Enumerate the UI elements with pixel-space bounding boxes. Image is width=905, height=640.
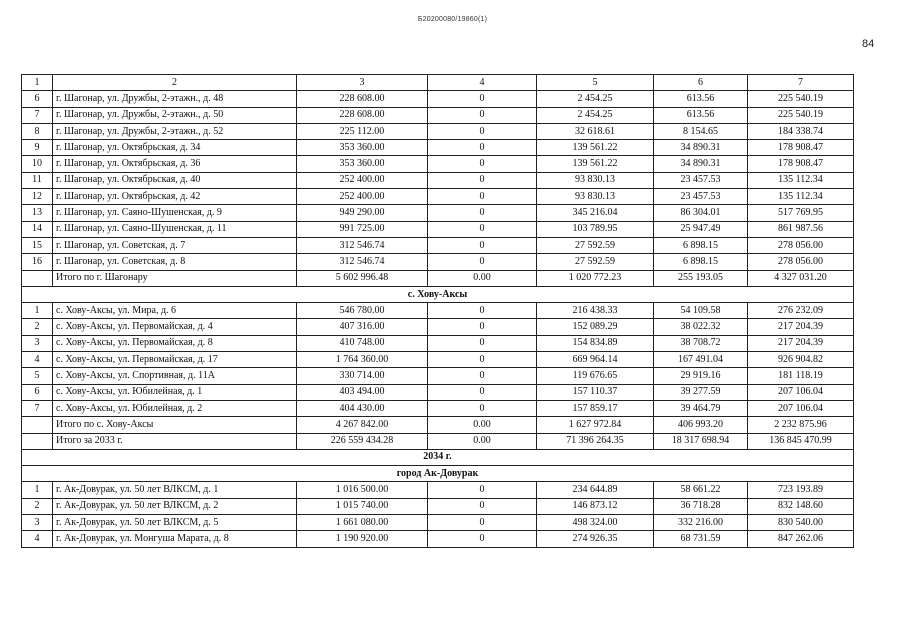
section-header-row [22, 466, 854, 482]
value-cell-4: 0 [428, 123, 537, 139]
row-number-cell: 13 [22, 205, 53, 221]
value-cell-3: 353 360.00 [297, 156, 428, 172]
row-number-cell: 4 [22, 531, 53, 547]
value-cell-5: 103 789.95 [537, 221, 654, 237]
value-cell-6: 29 919.16 [654, 368, 748, 384]
table-row [22, 107, 854, 123]
value-cell-7: 217 204.39 [748, 319, 854, 335]
value-cell-6: 613.56 [654, 91, 748, 107]
value-cell-7: 178 908.47 [748, 156, 854, 172]
table-row [22, 515, 854, 531]
value-cell-4: 0 [428, 189, 537, 205]
value-cell-5: 234 644.89 [537, 482, 654, 498]
address-cell: г. Шагонар, ул. Советская, д. 8 [53, 254, 297, 270]
value-cell-4: 0 [428, 221, 537, 237]
value-cell-5: 345 216.04 [537, 205, 654, 221]
value-cell-6: 6 898.15 [654, 254, 748, 270]
row-number-cell: 16 [22, 254, 53, 270]
value-cell-3: 312 546.74 [297, 254, 428, 270]
value-cell-5: 2 454.25 [537, 91, 654, 107]
value-cell-7: 278 056.00 [748, 254, 854, 270]
table-row [22, 91, 854, 107]
value-cell-5: 1 020 772.23 [537, 270, 654, 286]
value-cell-3: 4 267 842.00 [297, 417, 428, 433]
value-cell-3: 252 400.00 [297, 172, 428, 188]
column-number-cell: 4 [428, 75, 537, 91]
value-cell-7: 4 327 031.20 [748, 270, 854, 286]
total-row [22, 417, 854, 433]
row-number-cell: 2 [22, 498, 53, 514]
value-cell-3: 1 661 080.00 [297, 515, 428, 531]
value-cell-7: 723 193.89 [748, 482, 854, 498]
value-cell-6: 58 661.22 [654, 482, 748, 498]
value-cell-4: 0 [428, 303, 537, 319]
address-cell: г. Шагонар, ул. Дружбы, 2-этажн., д. 50 [53, 107, 297, 123]
value-cell-6: 23 457.53 [654, 189, 748, 205]
address-cell: с. Хову-Аксы, ул. Спортивная, д. 11А [53, 368, 297, 384]
value-cell-7: 278 056.00 [748, 237, 854, 253]
address-cell: г. Шагонар, ул. Октябрьская, д. 36 [53, 156, 297, 172]
value-cell-4: 0 [428, 156, 537, 172]
table-row [22, 498, 854, 514]
value-cell-7: 136 845 470.99 [748, 433, 854, 449]
housing-repair-table [21, 74, 854, 548]
row-number-cell: 12 [22, 189, 53, 205]
value-cell-3: 1 764 360.00 [297, 352, 428, 368]
table-row [22, 221, 854, 237]
value-cell-6: 34 890.31 [654, 140, 748, 156]
value-cell-4: 0 [428, 352, 537, 368]
value-cell-3: 228 608.00 [297, 91, 428, 107]
section-title: 2034 г. [22, 449, 854, 465]
address-cell: с. Хову-Аксы, ул. Юбилейная, д. 1 [53, 384, 297, 400]
section-title: с. Хову-Аксы [22, 286, 854, 302]
value-cell-5: 139 561.22 [537, 140, 654, 156]
value-cell-6: 18 317 698.94 [654, 433, 748, 449]
address-cell: г. Шагонар, ул. Дружбы, 2-этажн., д. 48 [53, 91, 297, 107]
value-cell-4: 0.00 [428, 270, 537, 286]
value-cell-5: 157 859.17 [537, 400, 654, 416]
row-number-cell: 6 [22, 384, 53, 400]
value-cell-5: 32 618.61 [537, 123, 654, 139]
value-cell-6: 332 216.00 [654, 515, 748, 531]
row-number-cell: 6 [22, 91, 53, 107]
value-cell-4: 0 [428, 140, 537, 156]
row-number-cell [22, 417, 53, 433]
value-cell-4: 0 [428, 531, 537, 547]
table-row [22, 482, 854, 498]
value-cell-5: 152 089.29 [537, 319, 654, 335]
value-cell-6: 39 277.59 [654, 384, 748, 400]
value-cell-5: 119 676.65 [537, 368, 654, 384]
value-cell-6: 25 947.49 [654, 221, 748, 237]
row-number-cell: 2 [22, 319, 53, 335]
value-cell-3: 1 190 920.00 [297, 531, 428, 547]
section-header-row [22, 449, 854, 465]
table-row [22, 156, 854, 172]
value-cell-4: 0.00 [428, 417, 537, 433]
value-cell-4: 0.00 [428, 433, 537, 449]
table-row [22, 237, 854, 253]
value-cell-4: 0 [428, 400, 537, 416]
value-cell-7: 847 262.06 [748, 531, 854, 547]
table-row [22, 205, 854, 221]
value-cell-3: 225 112.00 [297, 123, 428, 139]
value-cell-7: 926 904.82 [748, 352, 854, 368]
value-cell-5: 154 834.89 [537, 335, 654, 351]
value-cell-5: 27 592.59 [537, 254, 654, 270]
value-cell-4: 0 [428, 498, 537, 514]
value-cell-7: 225 540.19 [748, 107, 854, 123]
value-cell-4: 0 [428, 515, 537, 531]
value-cell-3: 1 016 500.00 [297, 482, 428, 498]
value-cell-3: 353 360.00 [297, 140, 428, 156]
total-label-cell: Итого по г. Шагонару [53, 270, 297, 286]
value-cell-6: 255 193.05 [654, 270, 748, 286]
address-cell: с. Хову-Аксы, ул. Юбилейная, д. 2 [53, 400, 297, 416]
table-row [22, 172, 854, 188]
value-cell-5: 216 438.33 [537, 303, 654, 319]
value-cell-7: 178 908.47 [748, 140, 854, 156]
value-cell-4: 0 [428, 335, 537, 351]
value-cell-6: 613.56 [654, 107, 748, 123]
address-cell: г. Шагонар, ул. Октябрьская, д. 42 [53, 189, 297, 205]
value-cell-7: 2 232 875.96 [748, 417, 854, 433]
row-number-cell: 3 [22, 335, 53, 351]
column-number-cell: 3 [297, 75, 428, 91]
row-number-cell: 8 [22, 123, 53, 139]
value-cell-7: 135 112.34 [748, 189, 854, 205]
row-number-cell: 11 [22, 172, 53, 188]
row-number-cell: 14 [22, 221, 53, 237]
value-cell-7: 207 106.04 [748, 384, 854, 400]
table-row [22, 303, 854, 319]
address-cell: г. Ак-Довурак, ул. 50 лет ВЛКСМ, д. 2 [53, 498, 297, 514]
address-cell: г. Шагонар, ул. Саяно-Шушенская, д. 9 [53, 205, 297, 221]
value-cell-7: 181 118.19 [748, 368, 854, 384]
value-cell-6: 54 109.58 [654, 303, 748, 319]
column-number-cell: 5 [537, 75, 654, 91]
row-number-cell: 3 [22, 515, 53, 531]
address-cell: г. Шагонар, ул. Советская, д. 7 [53, 237, 297, 253]
value-cell-3: 546 780.00 [297, 303, 428, 319]
address-cell: с. Хову-Аксы, ул. Первомайская, д. 8 [53, 335, 297, 351]
address-cell: г. Ак-Довурак, ул. 50 лет ВЛКСМ, д. 5 [53, 515, 297, 531]
value-cell-4: 0 [428, 107, 537, 123]
value-cell-7: 861 987.56 [748, 221, 854, 237]
value-cell-3: 228 608.00 [297, 107, 428, 123]
value-cell-3: 410 748.00 [297, 335, 428, 351]
value-cell-6: 406 993.20 [654, 417, 748, 433]
value-cell-5: 498 324.00 [537, 515, 654, 531]
address-cell: г. Шагонар, ул. Октябрьская, д. 40 [53, 172, 297, 188]
address-cell: с. Хову-Аксы, ул. Мира, д. 6 [53, 303, 297, 319]
value-cell-5: 2 454.25 [537, 107, 654, 123]
value-cell-7: 517 769.95 [748, 205, 854, 221]
address-cell: г. Шагонар, ул. Дружбы, 2-этажн., д. 52 [53, 123, 297, 139]
value-cell-6: 86 304.01 [654, 205, 748, 221]
value-cell-5: 139 561.22 [537, 156, 654, 172]
address-cell: с. Хову-Аксы, ул. Первомайская, д. 17 [53, 352, 297, 368]
column-number-cell: 2 [53, 75, 297, 91]
value-cell-3: 949 290.00 [297, 205, 428, 221]
row-number-cell: 1 [22, 303, 53, 319]
row-number-cell: 1 [22, 482, 53, 498]
value-cell-3: 403 494.00 [297, 384, 428, 400]
value-cell-3: 252 400.00 [297, 189, 428, 205]
value-cell-6: 38 022.32 [654, 319, 748, 335]
value-cell-6: 6 898.15 [654, 237, 748, 253]
value-cell-4: 0 [428, 482, 537, 498]
page-number: 84 [862, 38, 875, 50]
column-number-cell: 1 [22, 75, 53, 91]
total-label-cell: Итого за 2033 г. [53, 433, 297, 449]
table-row [22, 319, 854, 335]
row-number-cell: 4 [22, 352, 53, 368]
address-cell: г. Шагонар, ул. Саяно-Шушенская, д. 11 [53, 221, 297, 237]
value-cell-5: 146 873.12 [537, 498, 654, 514]
value-cell-6: 36 718.28 [654, 498, 748, 514]
value-cell-3: 226 559 434.28 [297, 433, 428, 449]
column-number-row [22, 75, 854, 91]
value-cell-7: 217 204.39 [748, 335, 854, 351]
table-row [22, 254, 854, 270]
value-cell-3: 404 430.00 [297, 400, 428, 416]
value-cell-3: 407 316.00 [297, 319, 428, 335]
row-number-cell: 5 [22, 368, 53, 384]
value-cell-3: 1 015 740.00 [297, 498, 428, 514]
table-row [22, 335, 854, 351]
value-cell-4: 0 [428, 172, 537, 188]
value-cell-5: 27 592.59 [537, 237, 654, 253]
value-cell-6: 39 464.79 [654, 400, 748, 416]
value-cell-7: 135 112.34 [748, 172, 854, 188]
value-cell-5: 274 926.35 [537, 531, 654, 547]
value-cell-3: 5 602 996.48 [297, 270, 428, 286]
value-cell-7: 207 106.04 [748, 400, 854, 416]
total-row [22, 270, 854, 286]
table-row [22, 531, 854, 547]
row-number-cell [22, 433, 53, 449]
value-cell-5: 93 830.13 [537, 189, 654, 205]
value-cell-3: 991 725.00 [297, 221, 428, 237]
value-cell-4: 0 [428, 319, 537, 335]
value-cell-4: 0 [428, 368, 537, 384]
table-row [22, 123, 854, 139]
table-row [22, 368, 854, 384]
value-cell-5: 1 627 972.84 [537, 417, 654, 433]
value-cell-4: 0 [428, 237, 537, 253]
total-row [22, 433, 854, 449]
table-row [22, 189, 854, 205]
section-header-row [22, 286, 854, 302]
column-number-cell: 7 [748, 75, 854, 91]
value-cell-6: 34 890.31 [654, 156, 748, 172]
value-cell-6: 167 491.04 [654, 352, 748, 368]
address-cell: г. Ак-Довурак, ул. Монгуша Марата, д. 8 [53, 531, 297, 547]
value-cell-4: 0 [428, 91, 537, 107]
value-cell-3: 330 714.00 [297, 368, 428, 384]
address-cell: г. Шагонар, ул. Октябрьская, д. 34 [53, 140, 297, 156]
value-cell-5: 93 830.13 [537, 172, 654, 188]
value-cell-7: 184 338.74 [748, 123, 854, 139]
value-cell-7: 832 148.60 [748, 498, 854, 514]
row-number-cell [22, 270, 53, 286]
value-cell-5: 157 110.37 [537, 384, 654, 400]
value-cell-5: 669 964.14 [537, 352, 654, 368]
value-cell-3: 312 546.74 [297, 237, 428, 253]
row-number-cell: 9 [22, 140, 53, 156]
value-cell-6: 38 708.72 [654, 335, 748, 351]
value-cell-6: 23 457.53 [654, 172, 748, 188]
section-title: город Ак-Довурак [22, 466, 854, 482]
document-id: Б20200080/19860(1) [417, 16, 488, 23]
value-cell-7: 276 232.09 [748, 303, 854, 319]
row-number-cell: 7 [22, 107, 53, 123]
table-row [22, 352, 854, 368]
total-label-cell: Итого по с. Хову-Аксы [53, 417, 297, 433]
table-row [22, 140, 854, 156]
row-number-cell: 15 [22, 237, 53, 253]
value-cell-7: 225 540.19 [748, 91, 854, 107]
table-row [22, 400, 854, 416]
row-number-cell: 10 [22, 156, 53, 172]
value-cell-6: 8 154.65 [654, 123, 748, 139]
column-number-cell: 6 [654, 75, 748, 91]
value-cell-4: 0 [428, 205, 537, 221]
table-row [22, 384, 854, 400]
value-cell-7: 830 540.00 [748, 515, 854, 531]
value-cell-4: 0 [428, 384, 537, 400]
address-cell: г. Ак-Довурак, ул. 50 лет ВЛКСМ, д. 1 [53, 482, 297, 498]
address-cell: с. Хову-Аксы, ул. Первомайская, д. 4 [53, 319, 297, 335]
value-cell-6: 68 731.59 [654, 531, 748, 547]
value-cell-5: 71 396 264.35 [537, 433, 654, 449]
value-cell-4: 0 [428, 254, 537, 270]
row-number-cell: 7 [22, 400, 53, 416]
